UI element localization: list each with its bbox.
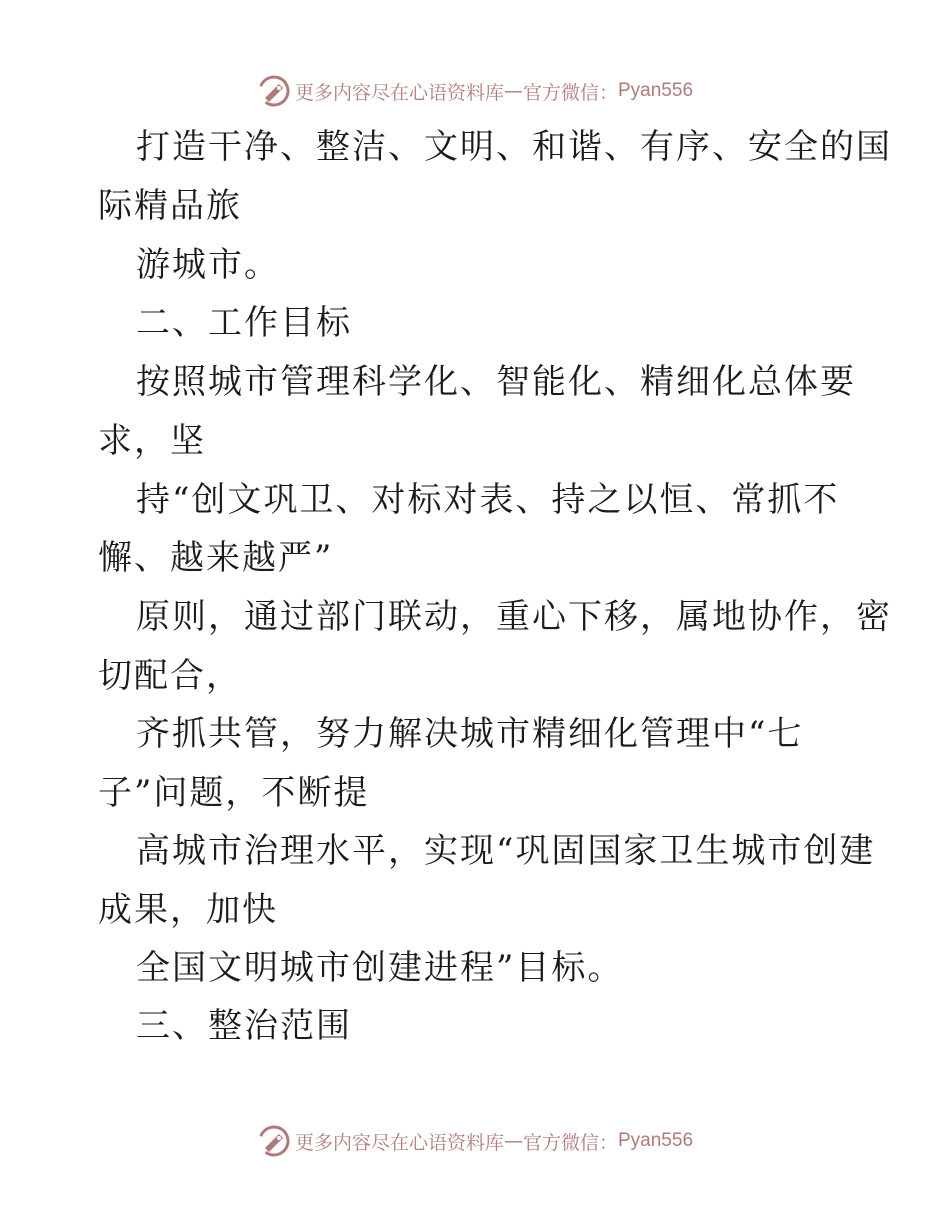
text-line: 持“创文巩卫、对标对表、持之以恒、常抓不 [136, 480, 840, 520]
footer-watermark [0, 1121, 950, 1161]
text-line: 懈、越来越严” [98, 538, 334, 578]
text-line: 游城市。 [136, 245, 280, 285]
section-heading: 二、工作目标 [136, 303, 352, 343]
watermark-text: 更多内容尽在心语资料库 [294, 81, 504, 104]
text-line: 按照城市管理科学化、智能化、精细化总体要 [136, 362, 856, 402]
section-heading: 三、整治范围 [136, 1006, 352, 1046]
text-line: 打造干净、整洁、文明、和谐、有序、安全的国 [136, 127, 892, 167]
watermark-wechat-id: Pyan556 [618, 1130, 694, 1151]
pen-nib-logo-icon [257, 1124, 291, 1158]
watermark-wechat-id: Pyan556 [618, 80, 694, 101]
text-line: 全国文明城市创建进程”目标。 [136, 948, 624, 988]
text-line: 原则，通过部门联动，重心下移，属地协作，密 [136, 597, 892, 637]
pen-nib-logo-icon [257, 74, 291, 108]
watermark-text: 更多内容尽在心语资料库 [294, 1131, 504, 1154]
text-line: 求，坚 [98, 421, 206, 461]
text-line: 齐抓共管，努力解决城市精细化管理中“七 [136, 714, 804, 754]
watermark-wechat-label: 官方微信： [522, 81, 618, 104]
watermark-separator: — [503, 80, 523, 102]
text-line: 际精品旅 [98, 186, 242, 226]
header-watermark [0, 71, 950, 111]
text-line: 子”问题，不断提 [98, 773, 370, 813]
watermark-wechat-label: 官方微信： [522, 1131, 618, 1154]
text-line: 成果，加快 [98, 890, 278, 930]
text-line: 切配合， [98, 656, 242, 696]
text-line: 高城市治理水平，实现“巩固国家卫生城市创建 [136, 831, 876, 871]
watermark-separator: — [503, 1130, 523, 1152]
